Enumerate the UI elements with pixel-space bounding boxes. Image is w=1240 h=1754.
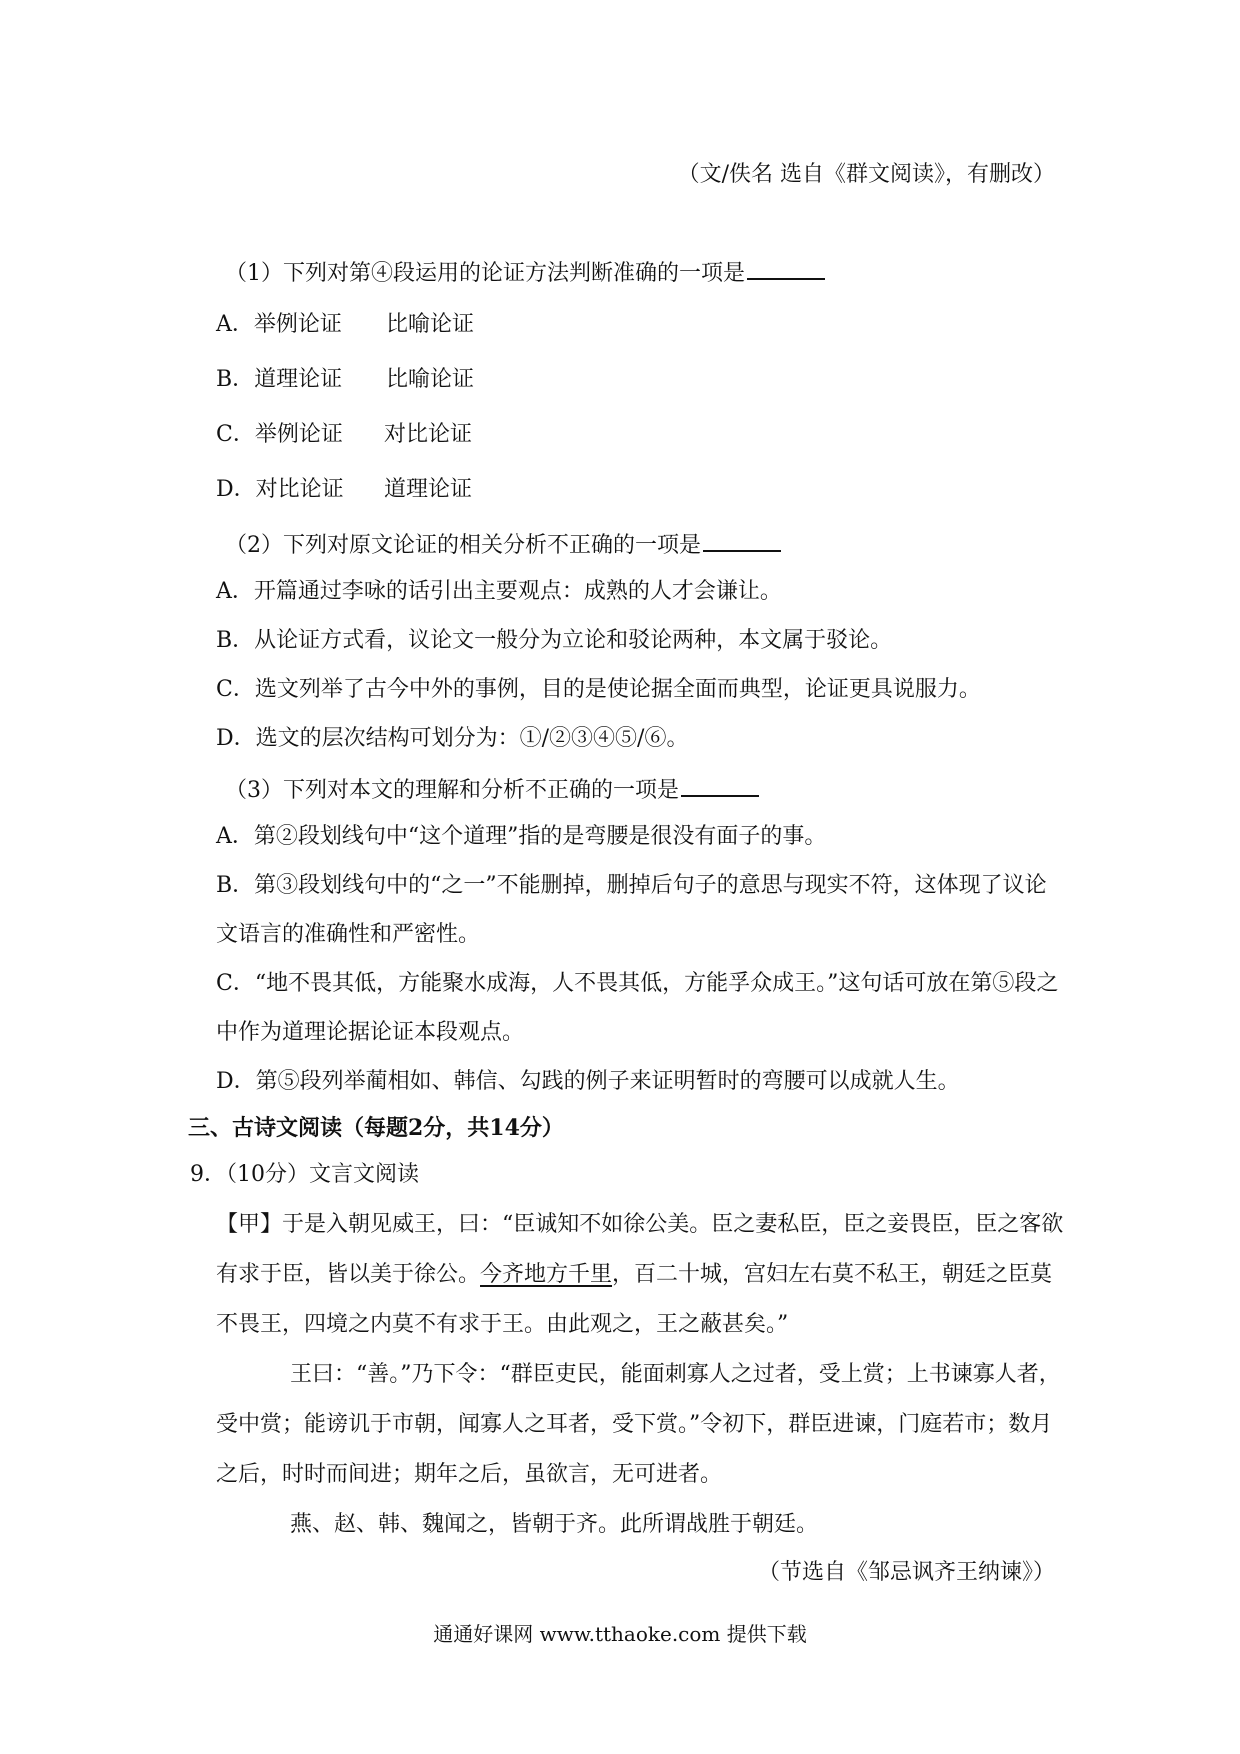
question-9-title: 9．（10分）文言文阅读 [190,1162,419,1187]
option-letter: D． [216,477,256,502]
question-2-option-c: C．选文列举了古今中外的事例，目的是使论据全面而典型，论证更具说服力。 [216,677,981,702]
option-part-1: 举例论证 [253,312,342,337]
passage-para-2-line-3: 之后，时时而间进；期年之后，虽欲言，无可进者。 [216,1462,723,1487]
option-letter: A． [216,312,254,337]
passage-jia-line-1: 【甲】于是入朝见威王，曰：“臣诚知不如徐公美。臣之妻私臣，臣之妾畏臣，臣之客欲 [216,1212,1064,1237]
question-1-option-b [216,365,475,395]
option-part-1: 举例论证 [254,422,343,447]
option-part-2: 比喻论证 [386,367,475,392]
option-part-2: 比喻论证 [386,312,475,337]
question-3-option-a: A．第②段划线句中“这个道理”指的是弯腰是很没有面子的事。 [216,824,827,849]
option-part-1: 道理论证 [254,367,343,392]
question-2-text: （2）下列对原文论证的相关分析不正确的一项是 [225,533,701,558]
question-1-option-a [216,310,475,340]
passage-text: 有求于臣，皆以美于徐公。 [216,1262,481,1287]
passage-jia-line-2 [216,1260,1052,1290]
question-1-text: （1）下列对第④段运用的论证方法判断准确的一项是 [225,261,745,286]
question-3-option-b-line2: 文语言的准确性和严密性。 [216,922,481,947]
question-2-stem [225,528,781,561]
question-1-option-c [216,420,473,450]
question-3-text: （3）下列对本文的理解和分析不正确的一项是 [225,778,679,803]
answer-blank [681,773,759,797]
option-part-1: 对比论证 [255,477,344,502]
page-footer: 通通好课网 www.tthaoke.com 提供下载 [433,1622,807,1646]
question-2-option-d: D．选文的层次结构可划分为：①/②③④⑤/⑥。 [216,726,689,751]
question-3-option-d: D．第⑤段列举蔺相如、韩信、勾践的例子来证明暂时的弯腰可以成就人生。 [216,1069,960,1094]
question-3-option-b-line1: B．第③段划线句中的“之一”不能删掉，删掉后句子的意思与现实不符，这体现了议论 [216,873,1047,898]
source-attribution-top: （文/佚名 选自《群文阅读》，有删改） [677,162,1055,187]
passage-jia-line-3: 不畏王，四境之内莫不有求于王。由此观之，王之蔽甚矣。” [216,1312,789,1337]
underlined-sentence: 今齐地方千里 [480,1262,613,1287]
answer-blank [703,528,781,552]
passage-para-3: 燕、赵、韩、魏闻之，皆朝于齐。此所谓战胜于朝廷。 [290,1512,819,1537]
option-letter: C． [216,422,255,447]
passage-source: （节选自《邹忌讽齐王纳谏》） [757,1560,1055,1585]
passage-text: ，百二十城，宫妇左右莫不私王，朝廷之臣莫 [612,1262,1053,1287]
question-1-stem [225,256,825,289]
option-part-2: 道理论证 [384,477,473,502]
option-part-2: 对比论证 [384,422,473,447]
question-3-option-c-line2: 中作为道理论据论证本段观点。 [216,1020,525,1045]
passage-para-2-line-2: 受中赏；能谤讥于市朝，闻寡人之耳者，受下赏。”令初下，群臣进谏，门庭若市；数月 [216,1412,1053,1437]
passage-para-2-line-1: 王曰：“善。”乃下令：“群臣吏民，能面刺寡人之过者，受上赏；上书谏寡人者， [290,1362,1061,1387]
question-3-option-c-line1: C．“地不畏其低，方能聚水成海，人不畏其低，方能孚众成王。”这句话可放在第⑤段之 [216,971,1059,996]
answer-blank [747,256,825,280]
question-3-stem [225,773,759,806]
section-3-heading: 三、古诗文阅读（每题2分，共14分） [188,1115,564,1141]
option-letter: B． [216,367,255,392]
question-2-option-b: B．从论证方式看，议论文一般分为立论和驳论两种，本文属于驳论。 [216,628,893,653]
question-2-option-a: A．开篇通过李咏的话引出主要观点：成熟的人才会谦让。 [216,579,782,604]
question-1-option-d [216,475,473,505]
